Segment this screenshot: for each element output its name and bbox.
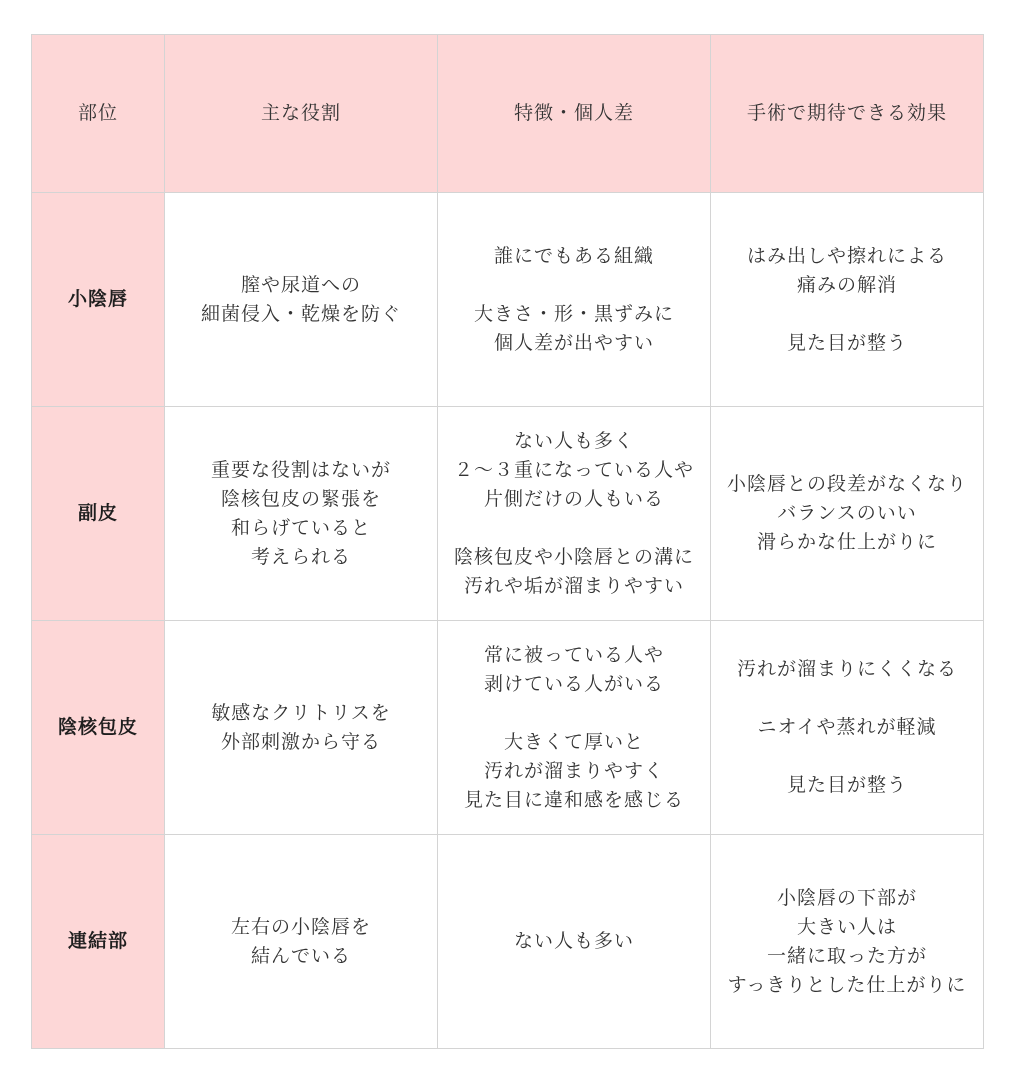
cell-feature [438,407,711,621]
cell-line: 個人差が出やすい [493,331,654,354]
cell-text [715,470,979,557]
cell-feature [438,835,711,1049]
cell-text [442,641,706,815]
cell-role [165,621,438,835]
cell-line: 小陰唇の下部が [776,886,917,909]
cell-role [165,835,438,1049]
cell-line: 滑らかな仕上がりに [756,531,937,553]
cell-part: 陰核包皮 [32,621,165,835]
cell-line: すっきりとした仕上がりに [727,973,967,996]
cell-feature [438,193,711,407]
cell-effect [711,193,984,407]
cell-line: 膣や尿道への [240,273,361,296]
cell-line: 大きさ・形・黒ずみに [473,302,674,325]
table-row [32,621,984,835]
cell-part: 小陰唇 [32,193,165,407]
cell-text [442,427,706,601]
cell-line: 大きくて厚いと [503,730,644,753]
header-feature: 特徴・個人差 [438,35,711,193]
cell-line [715,742,979,771]
cell-text [442,242,706,358]
cell-line: 考えられる [250,545,351,568]
cell-feature [438,621,711,835]
cell-text [715,655,979,800]
cell-line: 陰核包皮の緊張を [220,487,381,510]
cell-line: 見た目が整う [786,774,907,796]
cell-line: 敏感なクリトリスを [211,701,391,724]
cell-effect [711,835,984,1049]
table-row [32,835,984,1049]
table-header-row [32,35,984,193]
cell-line: 小陰唇との段差がなくなり [726,473,967,495]
cell-line: 痛みの解消 [796,273,897,296]
cell-line [442,514,706,543]
cell-line: 大きい人は [796,915,897,938]
cell-line: 見た目に違和感を感じる [463,788,684,811]
cell-line: ない人も多く [513,429,634,452]
cell-line: 左右の小陰唇を [230,915,371,938]
cell-text [715,884,979,1000]
cell-line: 片側だけの人もいる [483,487,664,510]
cell-text [169,913,433,971]
cell-text [442,927,706,956]
cell-line [715,300,979,329]
cell-line: 剥けている人がいる [483,672,664,695]
cell-line: 汚れが溜まりやすく [483,759,664,782]
cell-line: 誰にでもある組織 [493,244,654,267]
cell-effect [711,621,984,835]
cell-line: 重要な役割はないが [210,458,391,481]
cell-line: 外部刺激から守る [220,730,381,753]
cell-line [442,699,706,728]
cell-role [165,407,438,621]
cell-line: バランスのいい [777,502,917,524]
cell-role [165,193,438,407]
header-effect: 手術で期待できる効果 [711,35,984,193]
header-role: 主な役割 [165,35,438,193]
cell-line: 汚れや垢が溜まりやすい [463,574,684,597]
cell-line: 細菌侵入・乾燥を防ぐ [200,302,401,325]
cell-line: はみ出しや擦れによる [746,244,947,267]
cell-line: 一緒に取った方が [766,944,927,967]
table-body [32,193,984,1049]
cell-text [169,456,433,572]
cell-text [169,271,433,329]
table-row [32,193,984,407]
cell-text [169,699,433,757]
cell-line: 和らげていると [230,516,371,539]
cell-line: ない人も多い [513,930,634,952]
cell-line: 汚れが溜まりにくくなる [736,658,957,680]
cell-line [715,684,979,713]
cell-part: 副皮 [32,407,165,621]
cell-text [715,242,979,358]
table-row [32,407,984,621]
comparison-table [31,34,984,1049]
cell-line: 常に被っている人や [483,643,664,666]
cell-line: ニオイや蒸れが軽減 [757,716,937,738]
cell-line: 見た目が整う [786,331,907,354]
cell-part: 連結部 [32,835,165,1049]
cell-effect [711,407,984,621]
header-part: 部位 [32,35,165,193]
cell-line: 結んでいる [250,944,351,967]
cell-line [442,271,706,300]
cell-line: 陰核包皮や小陰唇との溝に [453,545,694,568]
cell-line: ２～３重になっている人や [453,458,694,481]
